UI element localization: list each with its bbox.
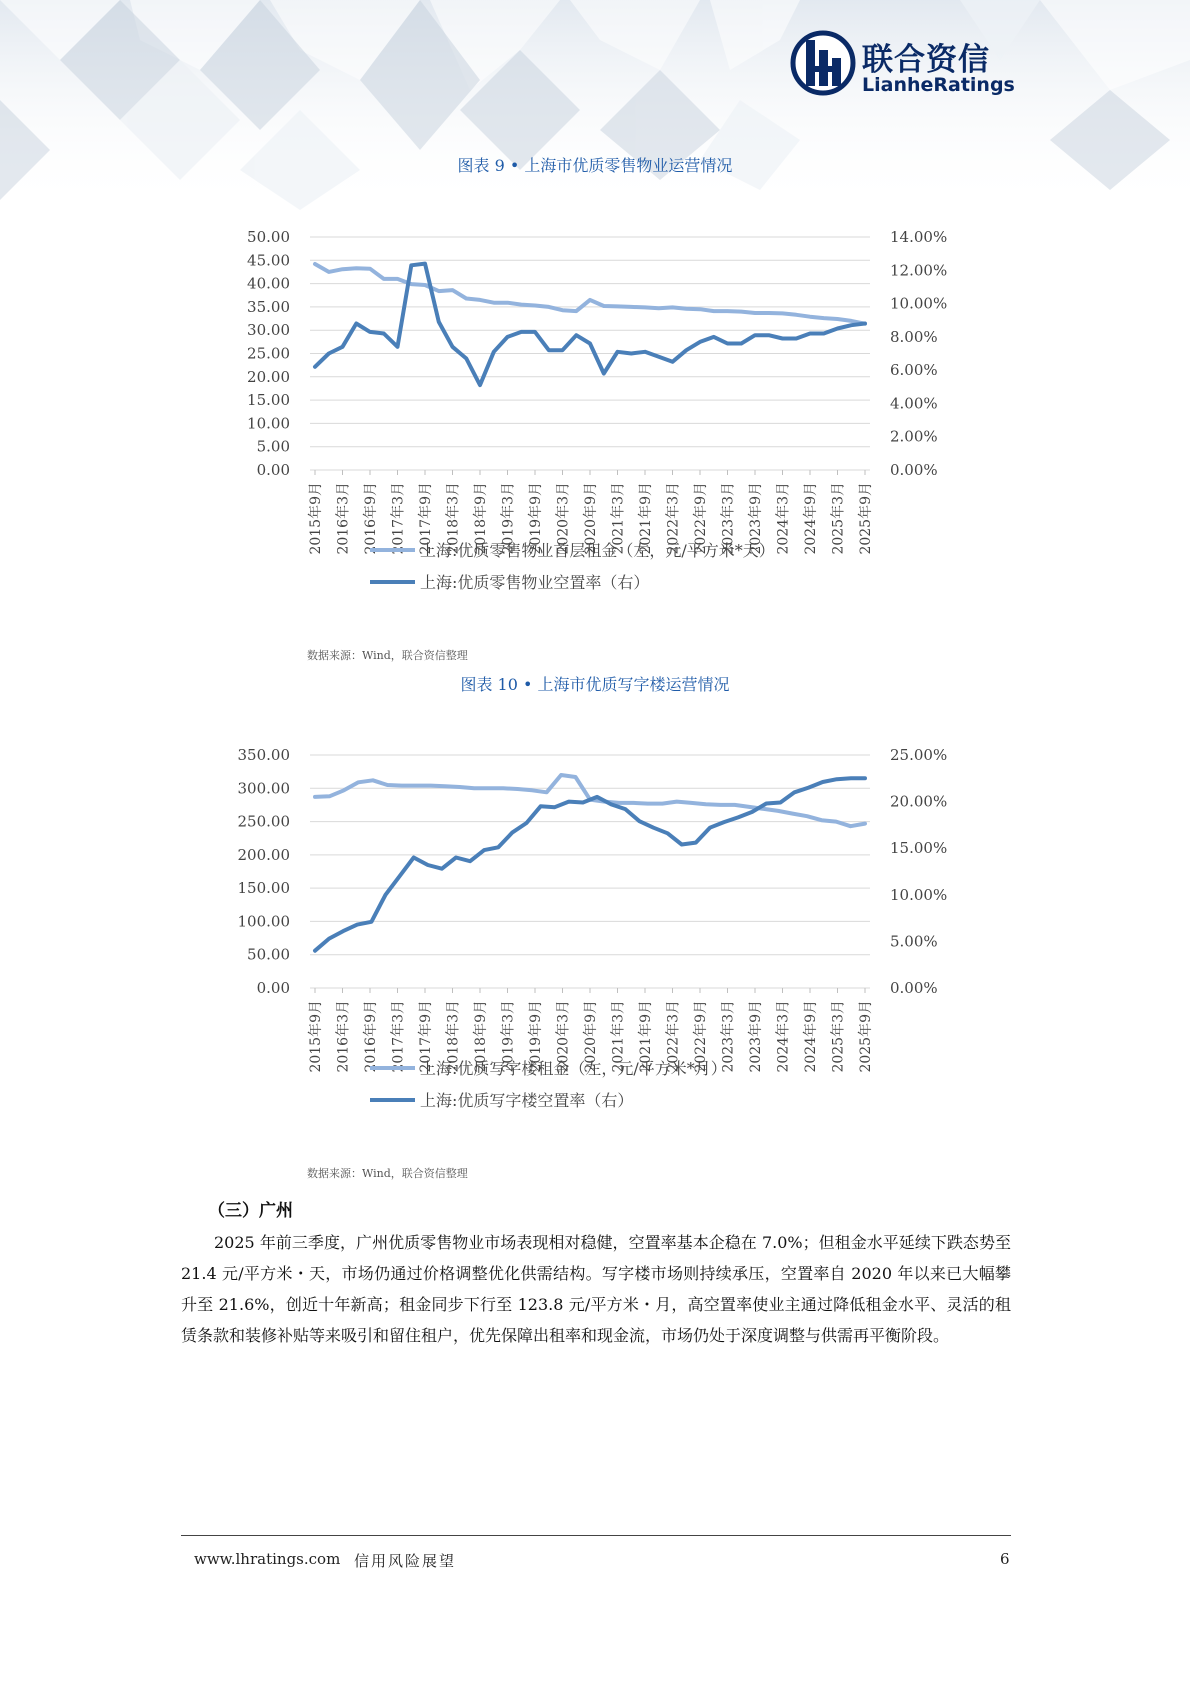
x-tick-label: 2021年9月 (638, 482, 654, 555)
y-left-tick-label: 200.00 (237, 845, 290, 864)
x-tick-label: 2018年9月 (473, 1000, 489, 1073)
y-left-tick-label: 15.00 (247, 391, 290, 410)
y-right-tick-label: 0.00% (890, 979, 938, 997)
series-line-1 (315, 264, 865, 324)
x-tick-label: 2022年9月 (693, 1000, 709, 1073)
y-left-tick-label: 300.00 (237, 779, 290, 798)
x-tick-label: 2024年3月 (775, 482, 792, 555)
paragraph-text: 2025 年前三季度，广州优质零售物业市场表现相对稳健，空置率基本企稳在 7.0%；但租金水平延续下跌态势至 21.4 元/平方米・天，市场仍通过价格调整优化供需结构。写字楼市场则持续承压，空置率自 2020 年以来已大幅攀升至 21.6%，创近十年新高；租金同步下行至 123.8 元/平方米・月，高空置率使业主通过降低租金水平、灵活的租赁条款和装修补贴等来吸引和留住租户，优先保障出租率和现金流，市场仍处于深度调整与供需再平衡阶段。 (181, 1233, 1011, 1345)
legend-label-2: 上海:优质写字楼空置率（右） (420, 1091, 634, 1110)
x-tick-label: 2017年3月 (390, 1000, 407, 1073)
y-right-tick-label: 25.00% (890, 746, 948, 764)
y-right-tick-label: 15.00% (890, 839, 948, 858)
y-left-tick-label: 0.00 (256, 461, 290, 479)
x-tick-label: 2023年3月 (720, 1000, 737, 1073)
y-right-tick-label: 8.00% (890, 327, 938, 346)
x-tick-label: 2020年9月 (583, 1000, 599, 1073)
figure-10-source: 数据来源：Wind，联合资信整理 (307, 1167, 468, 1180)
brand-name-cn: 联合资信 (862, 42, 990, 78)
legend-label-1: 上海:优质零售物业首层租金（左，元/平方米*天） (420, 541, 775, 560)
footer-title: 信用风险展望 (354, 1552, 457, 1570)
y-right-tick-label: 5.00% (890, 932, 938, 951)
figure-9-source: 数据来源：Wind，联合资信整理 (307, 649, 468, 662)
lianhe-logo-icon (790, 30, 856, 96)
x-tick-label: 2018年3月 (445, 482, 462, 555)
x-tick-label: 2016年9月 (363, 1000, 379, 1073)
x-tick-label: 2018年3月 (445, 1000, 462, 1073)
y-right-tick-label: 4.00% (890, 394, 938, 413)
y-right-tick-label: 6.00% (890, 361, 938, 380)
x-tick-label: 2025年9月 (858, 1000, 874, 1073)
series-line-2 (315, 264, 865, 386)
brand-logo (790, 30, 1020, 100)
x-tick-label: 2019年3月 (500, 482, 517, 555)
figure-9-title: 图表 9 • 上海市优质零售物业运营情况 (457, 156, 733, 175)
y-left-tick-label: 20.00 (247, 367, 290, 386)
x-tick-label: 2020年9月 (583, 482, 599, 555)
legend-label-1: 上海:优质写字楼租金（左，元/平方米*月） (420, 1059, 727, 1078)
y-left-tick-label: 25.00 (247, 344, 290, 363)
x-tick-label: 2023年9月 (748, 1000, 764, 1073)
y-left-tick-label: 45.00 (247, 251, 290, 270)
y-right-tick-label: 10.00% (890, 294, 948, 313)
x-tick-label: 2025年3月 (830, 482, 847, 555)
x-tick-label: 2015年9月 (308, 1000, 324, 1073)
y-left-tick-label: 0.00 (256, 979, 290, 997)
section-paragraph (181, 1227, 1011, 1351)
y-left-tick-label: 30.00 (247, 321, 290, 340)
y-left-tick-label: 50.00 (247, 228, 290, 246)
x-tick-label: 2022年9月 (693, 482, 709, 555)
x-tick-label: 2019年9月 (528, 1000, 544, 1073)
footer-url: www.lhratings.com (194, 1550, 341, 1568)
x-tick-label: 2021年3月 (610, 482, 627, 555)
x-tick-label: 2017年9月 (418, 482, 434, 555)
x-tick-label: 2020年3月 (555, 1000, 572, 1073)
x-tick-label: 2018年9月 (473, 482, 489, 555)
chart-retail-shanghai (230, 220, 950, 660)
x-tick-label: 2017年3月 (390, 482, 407, 555)
x-tick-label: 2022年3月 (665, 1000, 682, 1073)
y-left-tick-label: 250.00 (237, 812, 290, 831)
x-tick-label: 2022年3月 (665, 482, 682, 555)
footer-divider (181, 1535, 1011, 1536)
y-right-tick-label: 14.00% (890, 228, 948, 246)
series-line-2 (315, 778, 865, 950)
x-tick-label: 2025年9月 (858, 482, 874, 555)
x-tick-label: 2019年3月 (500, 1000, 517, 1073)
x-tick-label: 2015年9月 (308, 482, 324, 555)
y-right-tick-label: 12.00% (890, 261, 948, 280)
x-tick-label: 2016年3月 (335, 1000, 352, 1073)
x-tick-label: 2016年9月 (363, 482, 379, 555)
x-tick-label: 2023年9月 (748, 482, 764, 555)
legend-label-2: 上海:优质零售物业空置率（右） (420, 573, 650, 592)
x-tick-label: 2019年9月 (528, 482, 544, 555)
x-tick-label: 2023年3月 (720, 482, 737, 555)
y-left-tick-label: 150.00 (237, 879, 290, 898)
y-right-tick-label: 0.00% (890, 461, 938, 479)
y-right-tick-label: 10.00% (890, 885, 948, 904)
y-left-tick-label: 35.00 (247, 297, 290, 316)
y-left-tick-label: 350.00 (237, 746, 290, 764)
x-tick-label: 2024年3月 (775, 1000, 792, 1073)
figure-10-title: 图表 10 • 上海市优质写字楼运营情况 (460, 675, 730, 694)
section-heading: （三）广州 (208, 1201, 293, 1221)
brand-name-en: LianheRatings (862, 74, 1015, 96)
x-tick-label: 2021年3月 (610, 1000, 627, 1073)
y-left-tick-label: 50.00 (247, 945, 290, 964)
page-number: 6 (1000, 1550, 1010, 1568)
y-left-tick-label: 100.00 (237, 912, 290, 931)
y-left-tick-label: 40.00 (247, 274, 290, 293)
x-tick-label: 2016年3月 (335, 482, 352, 555)
x-tick-label: 2020年3月 (555, 482, 572, 555)
y-right-tick-label: 20.00% (890, 792, 948, 811)
y-right-tick-label: 2.00% (890, 427, 938, 446)
x-tick-label: 2025年3月 (830, 1000, 847, 1073)
x-tick-label: 2021年9月 (638, 1000, 654, 1073)
chart-office-shanghai (230, 738, 950, 1178)
x-tick-label: 2017年9月 (418, 1000, 434, 1073)
y-left-tick-label: 5.00 (256, 437, 290, 456)
x-tick-label: 2024年9月 (803, 482, 819, 555)
y-left-tick-label: 10.00 (247, 414, 290, 433)
x-tick-label: 2024年9月 (803, 1000, 819, 1073)
